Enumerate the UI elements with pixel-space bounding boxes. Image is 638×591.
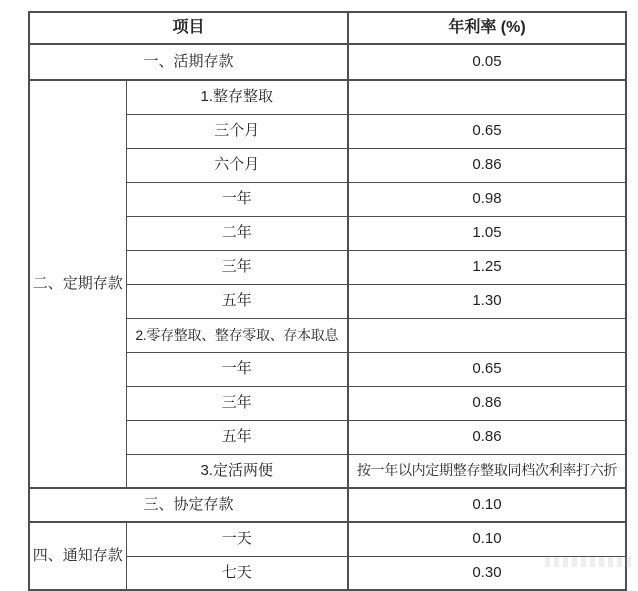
item-label-cell: 1.整存整取	[126, 80, 348, 114]
table-row	[29, 44, 626, 80]
table-row	[29, 522, 626, 556]
item-label-cell: 六个月	[126, 148, 348, 182]
group-label-cell: 四、通知存款	[29, 522, 126, 590]
table-row	[29, 80, 626, 114]
rate-cell: 0.86	[348, 148, 626, 182]
table-header	[29, 12, 626, 44]
item-label-cell: 五年	[126, 284, 348, 318]
item-label-cell: 一天	[126, 522, 348, 556]
item-label-cell: 一、活期存款	[29, 44, 348, 80]
deposit-rate-table	[28, 11, 627, 591]
item-label-cell: 三年	[126, 250, 348, 284]
item-label-cell: 二年	[126, 216, 348, 250]
rate-cell: 0.05	[348, 44, 626, 80]
rate-cell: 0.30	[348, 556, 626, 590]
item-label-cell: 三个月	[126, 114, 348, 148]
rate-cell: 0.65	[348, 352, 626, 386]
item-label-cell: 一年	[126, 352, 348, 386]
header-row	[29, 12, 626, 44]
item-label-cell: 五年	[126, 420, 348, 454]
table-body	[29, 44, 626, 590]
table-row	[29, 488, 626, 522]
rate-cell	[348, 318, 626, 352]
rate-cell: 0.65	[348, 114, 626, 148]
item-label-cell: 一年	[126, 182, 348, 216]
rate-cell	[348, 80, 626, 114]
rate-cell: 1.25	[348, 250, 626, 284]
item-label-cell: 2.零存整取、整存零取、存本取息	[126, 318, 348, 352]
item-label-cell: 三、协定存款	[29, 488, 348, 522]
rate-cell: 0.10	[348, 522, 626, 556]
header-cell-item: 项目	[29, 12, 348, 44]
rate-cell: 1.30	[348, 284, 626, 318]
rate-cell: 1.05	[348, 216, 626, 250]
header-cell-rate: 年利率 (%)	[348, 12, 626, 44]
rate-cell: 0.86	[348, 386, 626, 420]
item-label-cell: 3.定活两便	[126, 454, 348, 488]
rate-cell: 0.98	[348, 182, 626, 216]
item-label-cell: 三年	[126, 386, 348, 420]
item-label-cell: 七天	[126, 556, 348, 590]
rate-cell: 0.86	[348, 420, 626, 454]
rate-cell: 0.10	[348, 488, 626, 522]
rate-cell: 按一年以内定期整存整取同档次利率打六折	[348, 454, 626, 488]
group-label-cell: 二、定期存款	[29, 80, 126, 488]
